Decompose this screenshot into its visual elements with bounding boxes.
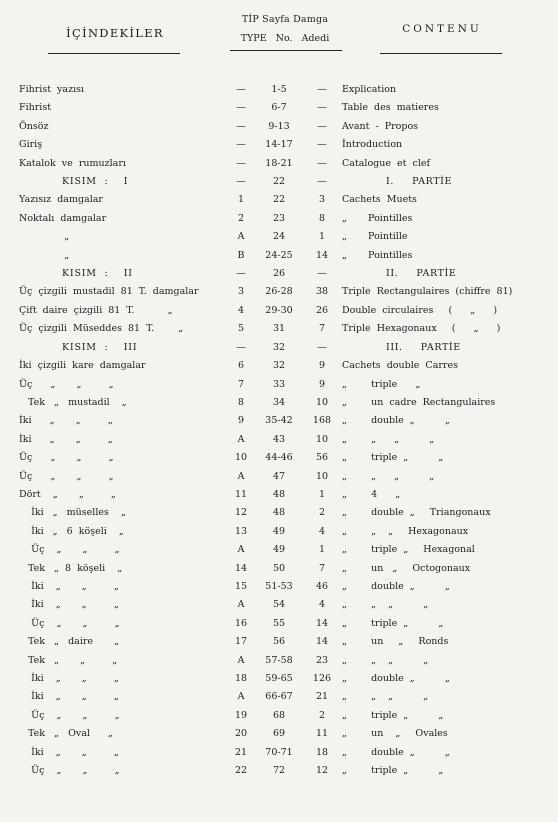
turkish-entry: Tek „ „ „ — [19, 654, 118, 666]
type-number: — — [236, 84, 246, 95]
toc-row — [0, 652, 558, 670]
french-entry: „ „ „ „ — [342, 599, 429, 611]
stamp-count: 7 — [318, 562, 326, 574]
page-number: 56 — [272, 636, 286, 648]
turkish-entry: İki „ „ „ — [19, 415, 113, 427]
french-entry: Cachets Muets — [342, 194, 417, 206]
french-entry: „ triple „ „ — [342, 765, 444, 777]
type-number: — — [236, 139, 246, 151]
mid-header-underline — [230, 50, 342, 51]
stamp-count: 11 — [315, 728, 329, 740]
french-entry: Double circulaires ( „ ) — [342, 304, 498, 316]
stamp-count: 38 — [315, 286, 329, 298]
french-entry: İntroduction — [342, 139, 403, 151]
turkish-entry: Giriş — [19, 139, 43, 151]
turkish-entry: İki „ „ „ — [19, 673, 119, 684]
mid-header-adedi: Adedi — [301, 33, 330, 44]
stamp-count: 23 — [315, 654, 329, 666]
turkish-entry: Noktalı damgalar — [19, 212, 107, 224]
toc-row — [0, 118, 558, 136]
turkish-entry: İki çizgili kare damgalar — [19, 360, 146, 372]
turkish-entry: Katalok ve rumuzları — [19, 157, 126, 169]
page-number: 26-28 — [265, 286, 293, 298]
type-number: A — [237, 691, 245, 703]
stamp-count: 2 — [318, 709, 326, 721]
page-number: 72 — [272, 765, 286, 777]
stamp-count: 8 — [318, 212, 326, 224]
stamp-count: 21 — [315, 691, 329, 703]
type-number: — — [236, 268, 246, 280]
stamp-count: 10 — [315, 470, 329, 482]
turkish-entry: İki „ 6 köşeli „ — [19, 525, 124, 537]
french-entry: „ Pointille — [342, 231, 408, 243]
french-entry: „ „ „ „ — [342, 433, 435, 445]
stamp-count: 56 — [315, 452, 329, 464]
french-entry: „ triple „ „ — [342, 709, 444, 721]
toc-row — [0, 596, 558, 614]
stamp-count: 12 — [315, 765, 329, 777]
french-entry: „ un „ Ronds — [342, 636, 449, 648]
turkish-entry: Tek „ daire „ — [19, 636, 120, 648]
mid-header-type: TYPE — [240, 33, 267, 44]
stamp-count: — — [317, 84, 327, 95]
type-number: 18 — [234, 673, 248, 684]
turkish-entry: „ — [19, 231, 70, 243]
type-number: 2 — [237, 212, 245, 224]
toc-row — [0, 320, 558, 338]
type-number: A — [237, 470, 245, 482]
page-number: 57-58 — [265, 654, 293, 666]
toc-row — [0, 744, 558, 762]
type-number: 20 — [234, 728, 248, 740]
type-number: 5 — [237, 323, 245, 335]
page-number: 43 — [272, 433, 286, 445]
stamp-count: 1 — [318, 488, 326, 500]
french-entry: Explication — [342, 84, 397, 95]
french-entry: „ 4 „ — [342, 488, 401, 500]
page-number: 1-5 — [271, 84, 287, 95]
french-entry: „ double „ „ — [342, 580, 450, 592]
turkish-entry: Çift daire çizgili 81 T. „ — [19, 304, 173, 316]
type-number: 14 — [234, 562, 248, 574]
page-number: 33 — [272, 378, 286, 390]
french-entry: Table des matieres — [342, 102, 439, 114]
french-entry: „ un „ Octogonaux — [342, 562, 471, 574]
right-title-underline — [380, 53, 502, 54]
page-number: 24 — [272, 231, 286, 243]
turkish-entry: Önsöz — [19, 120, 49, 132]
turkish-entry: Üç „ „ „ — [19, 617, 120, 629]
toc-row — [0, 560, 558, 578]
type-number: A — [237, 544, 245, 556]
type-number: 4 — [237, 304, 245, 316]
page-number: 48 — [272, 507, 286, 519]
stamp-count: 46 — [315, 580, 329, 592]
page-number: 31 — [272, 323, 286, 335]
type-number: 7 — [237, 378, 245, 390]
type-number: 11 — [234, 488, 248, 500]
french-entry: „ double „ „ — [342, 673, 450, 684]
french-entry: III. PARTİE — [386, 341, 461, 353]
page-number: 34 — [272, 396, 286, 408]
page-number: 69 — [272, 728, 286, 740]
french-entry: „ triple „ „ — [342, 452, 444, 464]
turkish-entry: İki „ „ „ — [19, 691, 119, 703]
type-number: 10 — [234, 452, 248, 464]
toc-row — [0, 376, 558, 394]
toc-row — [0, 670, 558, 688]
toc-row — [0, 633, 558, 651]
toc-section-row — [0, 173, 558, 191]
page-number: 29-30 — [265, 304, 293, 316]
page-number: 14-17 — [265, 139, 293, 151]
french-entry: „ double „ Triangonaux — [342, 507, 491, 519]
type-number: 22 — [234, 765, 248, 777]
toc-row — [0, 541, 558, 559]
type-number: — — [236, 102, 246, 114]
type-number: A — [237, 599, 245, 611]
turkish-entry: İki „ „ „ — [19, 746, 119, 758]
stamp-count: — — [317, 139, 327, 151]
turkish-entry: İki „ „ „ — [19, 580, 119, 592]
toc-row — [0, 725, 558, 743]
stamp-count: — — [317, 268, 327, 280]
turkish-entry: Üç „ „ „ — [19, 544, 120, 556]
mid-header-no: No. — [275, 33, 293, 44]
toc-row — [0, 412, 558, 430]
right-column-title: CONTENU — [402, 23, 482, 35]
toc-row — [0, 228, 558, 246]
stamp-count: — — [317, 157, 327, 169]
turkish-entry: KISIM : I — [62, 176, 129, 188]
french-entry: Triple Rectangulaires (chiffre 81) — [342, 286, 513, 298]
page-number: 49 — [272, 525, 286, 537]
stamp-count: 9 — [318, 378, 326, 390]
type-number: — — [236, 157, 246, 169]
stamp-count: 9 — [318, 360, 326, 372]
stamp-count: — — [317, 341, 327, 353]
page-number: 47 — [272, 470, 286, 482]
page-number: 68 — [272, 709, 286, 721]
french-entry: „ un „ Ovales — [342, 728, 448, 740]
french-entry: Triple Hexagonaux ( „ ) — [342, 323, 501, 335]
french-entry: „ un cadre Rectangulaires — [342, 396, 496, 408]
page-number: 48 — [272, 488, 286, 500]
page-number: 70-71 — [265, 746, 293, 758]
turkish-entry: Üç „ „ „ — [19, 452, 114, 464]
page-number: 9-13 — [268, 120, 290, 132]
stamp-count: 14 — [315, 617, 329, 629]
turkish-entry: İki „ müselles „ — [19, 507, 126, 519]
type-number: 8 — [237, 396, 245, 408]
mid-header-line1: TİP Sayfa Damga — [241, 14, 329, 25]
turkish-entry: „ — [19, 249, 70, 261]
mid-header-line2 — [230, 29, 340, 48]
french-entry: „ „ „ „ — [342, 654, 429, 666]
french-entry: I. PARTİE — [386, 176, 453, 188]
page-number: 26 — [272, 268, 286, 280]
type-number: B — [237, 249, 245, 261]
stamp-count: 4 — [318, 599, 326, 611]
toc-row — [0, 247, 558, 265]
french-entry: II. PARTİE — [386, 268, 457, 280]
stamp-count: — — [317, 102, 327, 114]
toc-row — [0, 210, 558, 228]
toc-section-row — [0, 265, 558, 283]
type-number: — — [236, 120, 246, 132]
turkish-entry: Dört „ „ „ — [19, 488, 116, 500]
turkish-entry: Üç „ „ „ — [19, 765, 120, 777]
turkish-entry: Fihrist — [19, 102, 52, 114]
french-entry: Avant - Propos — [342, 120, 419, 132]
page-number: 66-67 — [265, 691, 293, 703]
type-number: 3 — [237, 286, 245, 298]
page-number: 22 — [272, 194, 286, 206]
stamp-count: 26 — [315, 304, 329, 316]
type-number: A — [237, 433, 245, 445]
french-entry: „ double „ „ — [342, 746, 450, 758]
toc-rows — [0, 81, 558, 780]
page-number: 44-46 — [265, 452, 293, 464]
type-number: 15 — [234, 580, 248, 592]
stamp-count: 14 — [315, 249, 329, 261]
page-number: 35-42 — [265, 415, 293, 427]
stamp-count: 14 — [315, 636, 329, 648]
toc-section-row — [0, 339, 558, 357]
page-number: 54 — [272, 599, 286, 611]
turkish-entry: Tek „ mustadil „ — [19, 396, 127, 408]
type-number: — — [236, 341, 246, 353]
type-number: A — [237, 231, 245, 243]
toc-row — [0, 431, 558, 449]
type-number: 19 — [234, 709, 248, 721]
stamp-count: — — [317, 176, 327, 188]
page-number: 18-21 — [265, 157, 293, 169]
stamp-count: 18 — [315, 746, 329, 758]
toc-row — [0, 357, 558, 375]
toc-row — [0, 394, 558, 412]
type-number: 17 — [234, 636, 248, 648]
page-number: 49 — [272, 544, 286, 556]
stamp-count: 10 — [315, 396, 329, 408]
turkish-entry: Tek „ Oval „ — [19, 728, 113, 740]
french-entry: „ triple „ Hexagonal — [342, 544, 475, 556]
toc-row — [0, 283, 558, 301]
toc-row — [0, 707, 558, 725]
stamp-count: 1 — [318, 544, 326, 556]
type-number: A — [237, 654, 245, 666]
toc-row — [0, 81, 558, 99]
page-number: 50 — [272, 562, 286, 574]
page-number: 55 — [272, 617, 286, 629]
toc-row — [0, 191, 558, 209]
stamp-count: 168 — [312, 415, 332, 427]
stamp-count: 3 — [318, 194, 326, 206]
page-number: 23 — [272, 212, 286, 224]
type-number: 6 — [237, 360, 245, 372]
type-number: 1 — [237, 194, 245, 206]
turkish-entry: İki „ „ „ — [19, 599, 119, 611]
page-number: 22 — [272, 176, 286, 188]
toc-row — [0, 468, 558, 486]
toc-row — [0, 523, 558, 541]
page-number: 6-7 — [271, 102, 287, 114]
type-number: 12 — [234, 507, 248, 519]
turkish-entry: Üç çizgili mustadil 81 T. damgalar — [19, 286, 199, 298]
toc-row — [0, 155, 558, 173]
french-entry: „ „ „ Hexagonaux — [342, 525, 469, 537]
left-title-underline — [48, 53, 180, 54]
french-entry: „ Pointilles — [342, 212, 413, 224]
turkish-entry: Tek „ 8 köşeli „ — [19, 562, 123, 574]
toc-row — [0, 136, 558, 154]
toc-row — [0, 615, 558, 633]
french-entry: „ „ „ „ — [342, 470, 435, 482]
middle-column-headers — [230, 10, 340, 48]
stamp-count: 1 — [318, 231, 326, 243]
french-entry: „ „ „ „ — [342, 691, 429, 703]
french-entry: „ Pointilles — [342, 249, 413, 261]
turkish-entry: Üç çizgili Müseddes 81 T. „ — [19, 323, 184, 335]
toc-row — [0, 449, 558, 467]
toc-row — [0, 504, 558, 522]
page-number: 59-65 — [265, 673, 293, 684]
type-number: 16 — [234, 617, 248, 629]
toc-row — [0, 486, 558, 504]
french-entry: „ triple „ „ — [342, 617, 444, 629]
toc-row — [0, 762, 558, 780]
stamp-count: 10 — [315, 433, 329, 445]
turkish-entry: Üç „ „ „ — [19, 709, 120, 721]
turkish-entry: Yazısız damgalar — [19, 194, 103, 206]
toc-row — [0, 99, 558, 117]
toc-row — [0, 578, 558, 596]
toc-row — [0, 688, 558, 706]
left-column-title: İÇİNDEKİLER — [66, 26, 164, 40]
type-number: 9 — [237, 415, 245, 427]
stamp-count: — — [317, 120, 327, 132]
turkish-entry: Üç „ „ „ — [19, 378, 114, 390]
stamp-count: 7 — [318, 323, 326, 335]
french-entry: „ triple „ — [342, 378, 421, 390]
turkish-entry: Üç „ „ „ — [19, 470, 114, 482]
page-number: 51-53 — [265, 580, 293, 592]
turkish-entry: KISIM : III — [62, 341, 138, 353]
page-number: 32 — [272, 360, 286, 372]
french-entry: Catalogue et clef — [342, 157, 431, 169]
turkish-entry: KISIM : II — [62, 268, 133, 280]
french-entry: Cachets double Carres — [342, 360, 458, 372]
stamp-count: 2 — [318, 507, 326, 519]
type-number: 13 — [234, 525, 248, 537]
page-number: 32 — [272, 341, 286, 353]
toc-row — [0, 302, 558, 320]
page-number: 24-25 — [265, 249, 293, 261]
stamp-count: 126 — [312, 673, 332, 684]
turkish-entry: Fihrist yazısı — [19, 84, 85, 95]
type-number: — — [236, 176, 246, 188]
type-number: 21 — [234, 746, 248, 758]
french-entry: „ double „ „ — [342, 415, 450, 427]
turkish-entry: İki „ „ „ — [19, 433, 113, 445]
stamp-count: 4 — [318, 525, 326, 537]
